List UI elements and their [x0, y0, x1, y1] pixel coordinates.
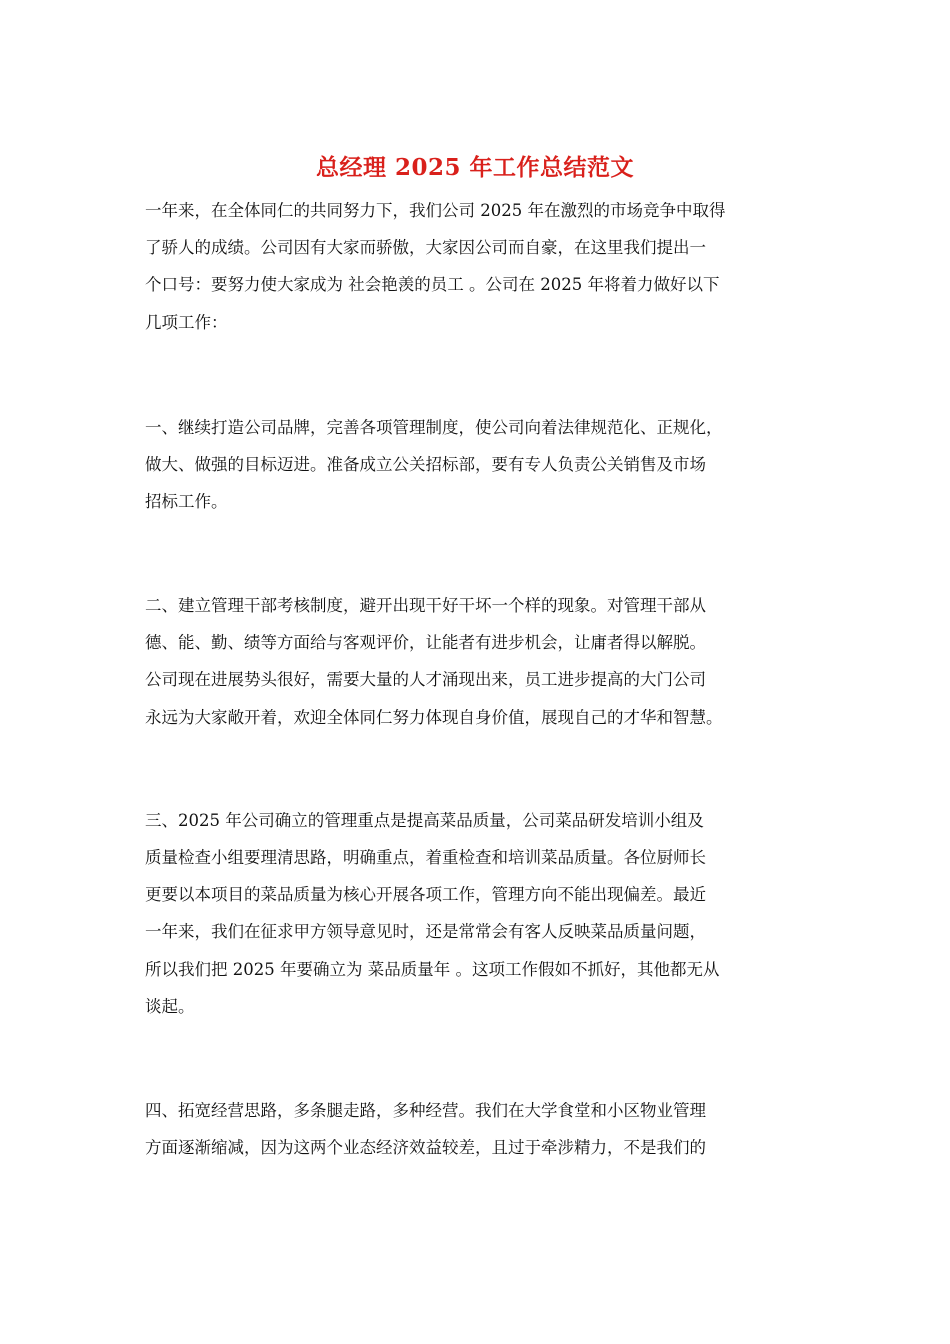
paragraph-3-line-2: 德、能、勤、绩等方面给与客观评价，让能者有进步机会，让庸者得以解脱。 — [145, 633, 706, 652]
paragraph-1-line-3: 个口号：要努力使大家成为 社会艳羡的员工 。公司在 2025 年将着力做好以下 — [145, 275, 720, 294]
paragraph-4-line-6: 谈起。 — [145, 997, 195, 1016]
paragraph-4-line-2: 质量检查小组要理清思路，明确重点，着重检查和培训菜品质量。各位厨师长 — [145, 848, 706, 867]
paragraph-1-line-4: 几项工作： — [145, 313, 228, 332]
paragraph-1-line-2: 了骄人的成绩。公司因有大家而骄傲，大家因公司而自豪，在这里我们提出一 — [145, 238, 706, 257]
paragraph-5-line-1: 四、拓宽经营思路，多条腿走路，多种经营。我们在大学食堂和小区物业管理 — [145, 1101, 706, 1120]
document-title: 总经理 2025 年工作总结范文 — [315, 154, 635, 181]
paragraph-2-line-2: 做大、做强的目标迈进。准备成立公关招标部，要有专人负责公关销售及市场 — [145, 455, 706, 474]
paragraph-4-line-1: 三、2025 年公司确立的管理重点是提高菜品质量，公司菜品研发培训小组及 — [145, 811, 704, 830]
paragraph-5-line-2: 方面逐渐缩减，因为这两个业态经济效益较差，且过于牵涉精力，不是我们的 — [145, 1138, 706, 1157]
paragraph-1-line-1: 一年来，在全体同仁的共同努力下，我们公司 2025 年在激烈的市场竞争中取得 — [145, 201, 726, 220]
paragraph-4-line-5: 所以我们把 2025 年要确立为 菜品质量年 。这项工作假如不抓好，其他都无从 — [145, 960, 720, 979]
paragraph-2-line-3: 招标工作。 — [145, 492, 228, 511]
paragraph-3-line-4: 永远为大家敞开着，欢迎全体同仁努力体现自身价值，展现自己的才华和智慧。 — [145, 708, 723, 727]
paragraph-2-line-1: 一、继续打造公司品牌，完善各项管理制度，使公司向着法律规范化、正规化， — [145, 418, 723, 437]
paragraph-3-line-3: 公司现在进展势头很好，需要大量的人才涌现出来，员工进步提高的大门公司 — [145, 670, 706, 689]
paragraph-3-line-1: 二、建立管理干部考核制度，避开出现干好干坏一个样的现象。对管理干部从 — [145, 596, 706, 615]
paragraph-4-line-4: 一年来，我们在征求甲方领导意见时，还是常常会有客人反映菜品质量问题， — [145, 922, 706, 941]
paragraph-4-line-3: 更要以本项目的菜品质量为核心开展各项工作，管理方向不能出现偏差。最近 — [145, 885, 706, 904]
